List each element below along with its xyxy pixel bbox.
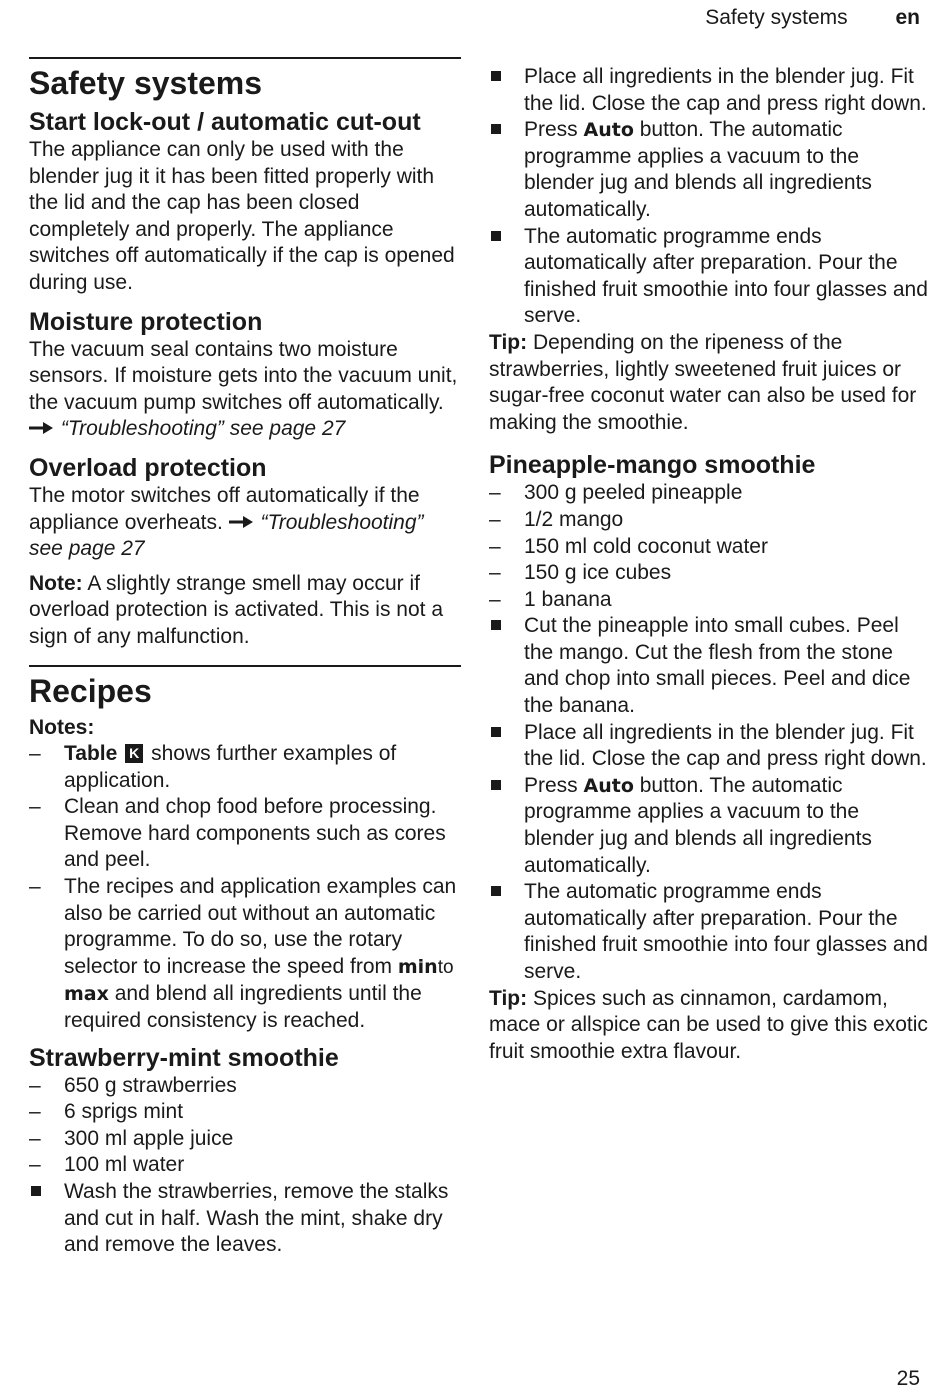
ingredient: 1 banana	[524, 587, 612, 611]
right-arrow-icon	[29, 416, 55, 443]
left-column	[29, 0, 461, 1259]
dash-marker: –	[29, 875, 41, 899]
strawberry-heading: Strawberry-mint smoothie	[29, 1043, 339, 1072]
note1-text: shows further examples of application.	[64, 742, 397, 792]
header-language: en	[895, 6, 920, 29]
list-item	[489, 613, 929, 719]
dash-marker: –	[489, 534, 501, 558]
dash-marker: –	[29, 795, 41, 819]
table-k-badge: K	[125, 744, 143, 763]
ingredient: 150 ml cold coconut water	[524, 534, 768, 558]
page-header	[705, 6, 920, 30]
tip-text: Depending on the ripeness of the strawberries, lightly sweetened fruit juices or sugar-free coconut water can also be used for making the smoothie.	[489, 330, 917, 434]
dash-marker: –	[29, 1073, 41, 1097]
dash-marker: –	[29, 1153, 41, 1177]
step-text: The automatic programme ends automatically after preparation. Pour the finished fruit smoothie into four glasses and serve.	[524, 224, 928, 328]
dash-marker: –	[489, 561, 501, 585]
step-text: Press	[524, 118, 578, 142]
list-item	[489, 117, 929, 223]
ingredient: 100 ml water	[64, 1153, 185, 1177]
list-item	[489, 587, 929, 614]
square-bullet-icon	[489, 117, 524, 144]
list-item	[489, 224, 929, 330]
auto-label: Auto	[583, 119, 634, 142]
strawberry-ingredients	[29, 1073, 461, 1259]
right-column	[489, 64, 929, 1065]
list-item	[29, 1126, 461, 1153]
ingredient: 300 g peeled pineapple	[524, 481, 743, 505]
list-item	[29, 1152, 461, 1179]
step-text: Place all ingredients in the blender jug. Fit the lid. Close the cap and press right down.	[524, 720, 927, 771]
square-bullet-icon	[489, 720, 524, 747]
list-item	[489, 560, 929, 587]
step-text: button. The automatic programme applies a vacuum to the blender jug and blends all ingredients automatically.	[524, 773, 872, 877]
table-label: Table	[64, 742, 118, 766]
note-text: A slightly strange smell may occur if overload protection is activated. This is not a sign of any malfunction.	[29, 571, 444, 648]
note2-text: Clean and chop food before processing. Remove hard components such as cores and peel.	[64, 795, 446, 872]
max-label: max	[64, 983, 109, 1006]
square-bullet-icon	[29, 1179, 64, 1206]
list-item	[489, 507, 929, 534]
section-divider	[29, 665, 461, 667]
overload-ref-link[interactable]: “Troubleshooting” see page 27	[29, 510, 424, 561]
list-item	[29, 794, 461, 874]
moisture-ref-link[interactable]: “Troubleshooting” see page 27	[60, 417, 346, 441]
page-number: 25	[896, 1367, 920, 1390]
dash-marker: –	[29, 1100, 41, 1124]
overload-heading: Overload protection	[29, 453, 267, 482]
list-item	[489, 773, 929, 879]
dash-marker: –	[489, 481, 501, 505]
note-label: Note:	[29, 571, 83, 595]
moisture-paragraph	[29, 337, 461, 443]
overload-text: The motor switches off automatically if the appliance overheats.	[29, 483, 420, 534]
list-item	[489, 534, 929, 561]
ingredient: 150 g ice cubes	[524, 561, 672, 585]
list-item	[29, 741, 461, 794]
square-bullet-icon	[489, 879, 524, 906]
tip-label: Tip:	[489, 330, 528, 354]
recipes-title: Recipes	[29, 672, 152, 709]
list-item	[29, 1073, 461, 1100]
moisture-heading: Moisture protection	[29, 307, 263, 336]
safety-title: Safety systems	[29, 65, 263, 101]
pineapple-heading: Pineapple-mango smoothie	[489, 451, 816, 480]
square-bullet-icon	[489, 64, 524, 91]
right-arrow-icon	[229, 510, 255, 537]
ingredient: 6 sprigs mint	[64, 1100, 184, 1124]
step-text: The automatic programme ends automatically after preparation. Pour the finished fruit smoothie into four glasses and serve.	[524, 880, 928, 983]
ingredient: 650 g strawberries	[64, 1073, 237, 1097]
list-item	[489, 64, 929, 117]
list-item	[489, 480, 929, 507]
list-item	[489, 879, 929, 985]
header-section-title: Safety systems	[705, 6, 848, 29]
to-label: to	[437, 956, 454, 978]
list-item	[489, 720, 929, 773]
step-text: button. The automatic programme applies a vacuum to the blender jug and blends all ingredients automatically.	[524, 118, 872, 221]
notes-label: Notes:	[29, 715, 95, 739]
note3-text-b: and blend all ingredients until the required consistency is reached.	[64, 982, 422, 1033]
dash-marker: –	[29, 742, 41, 766]
dash-marker: –	[489, 507, 501, 531]
min-label: min	[397, 955, 438, 978]
dash-marker: –	[29, 1126, 41, 1150]
strawberry-steps	[489, 64, 929, 330]
section-divider	[29, 57, 461, 59]
tip-label: Tip:	[489, 986, 528, 1010]
square-bullet-icon	[489, 773, 524, 800]
pineapple-list	[489, 480, 929, 985]
step-text: Wash the strawberries, remove the stalks and cut in half. Wash the mint, shake dry and remove the leaves.	[64, 1180, 449, 1257]
moisture-text: The vacuum seal contains two moisture sensors. If moisture gets into the vacuum unit, the vacuum pump switches off automatically.	[29, 337, 458, 414]
note3-text-a: The recipes and application examples can also be carried out without an automatic programme. To do so, use the rotary selector to increase the speed from	[64, 875, 457, 978]
overload-note	[29, 571, 461, 651]
step-text: Place all ingredients in the blender jug. Fit the lid. Close the cap and press right down.	[524, 65, 927, 115]
strawberry-tip	[489, 330, 929, 436]
square-bullet-icon	[489, 613, 524, 640]
square-bullet-icon	[489, 224, 524, 251]
ingredient: 300 ml apple juice	[64, 1126, 234, 1150]
ingredient: 1/2 mango	[524, 507, 624, 531]
lockout-text: The appliance can only be used with the blender jug it it has been fitted properly with the lid and the cap has been closed completely and properly. The appliance switches off automatically if the cap is opened during use.	[29, 138, 455, 294]
notes-list	[29, 741, 461, 1035]
dash-marker: –	[489, 587, 501, 611]
lockout-heading: Start lock-out / automatic cut-out	[29, 108, 421, 136]
auto-label: Auto	[583, 774, 634, 797]
overload-paragraph	[29, 483, 461, 563]
list-item	[29, 1179, 461, 1259]
step-text: Cut the pineapple into small cubes. Peel the mango. Cut the flesh from the stone and chop into small pieces. Peel and dice the banana.	[524, 614, 911, 718]
pineapple-tip	[489, 986, 929, 1066]
list-item	[29, 874, 461, 1035]
step-text: Press	[524, 773, 578, 797]
list-item	[29, 1099, 461, 1126]
tip-text: Spices such as cinnamon, cardamom, mace or allspice can be used to give this exotic fruit smoothie extra flavour.	[489, 986, 928, 1063]
